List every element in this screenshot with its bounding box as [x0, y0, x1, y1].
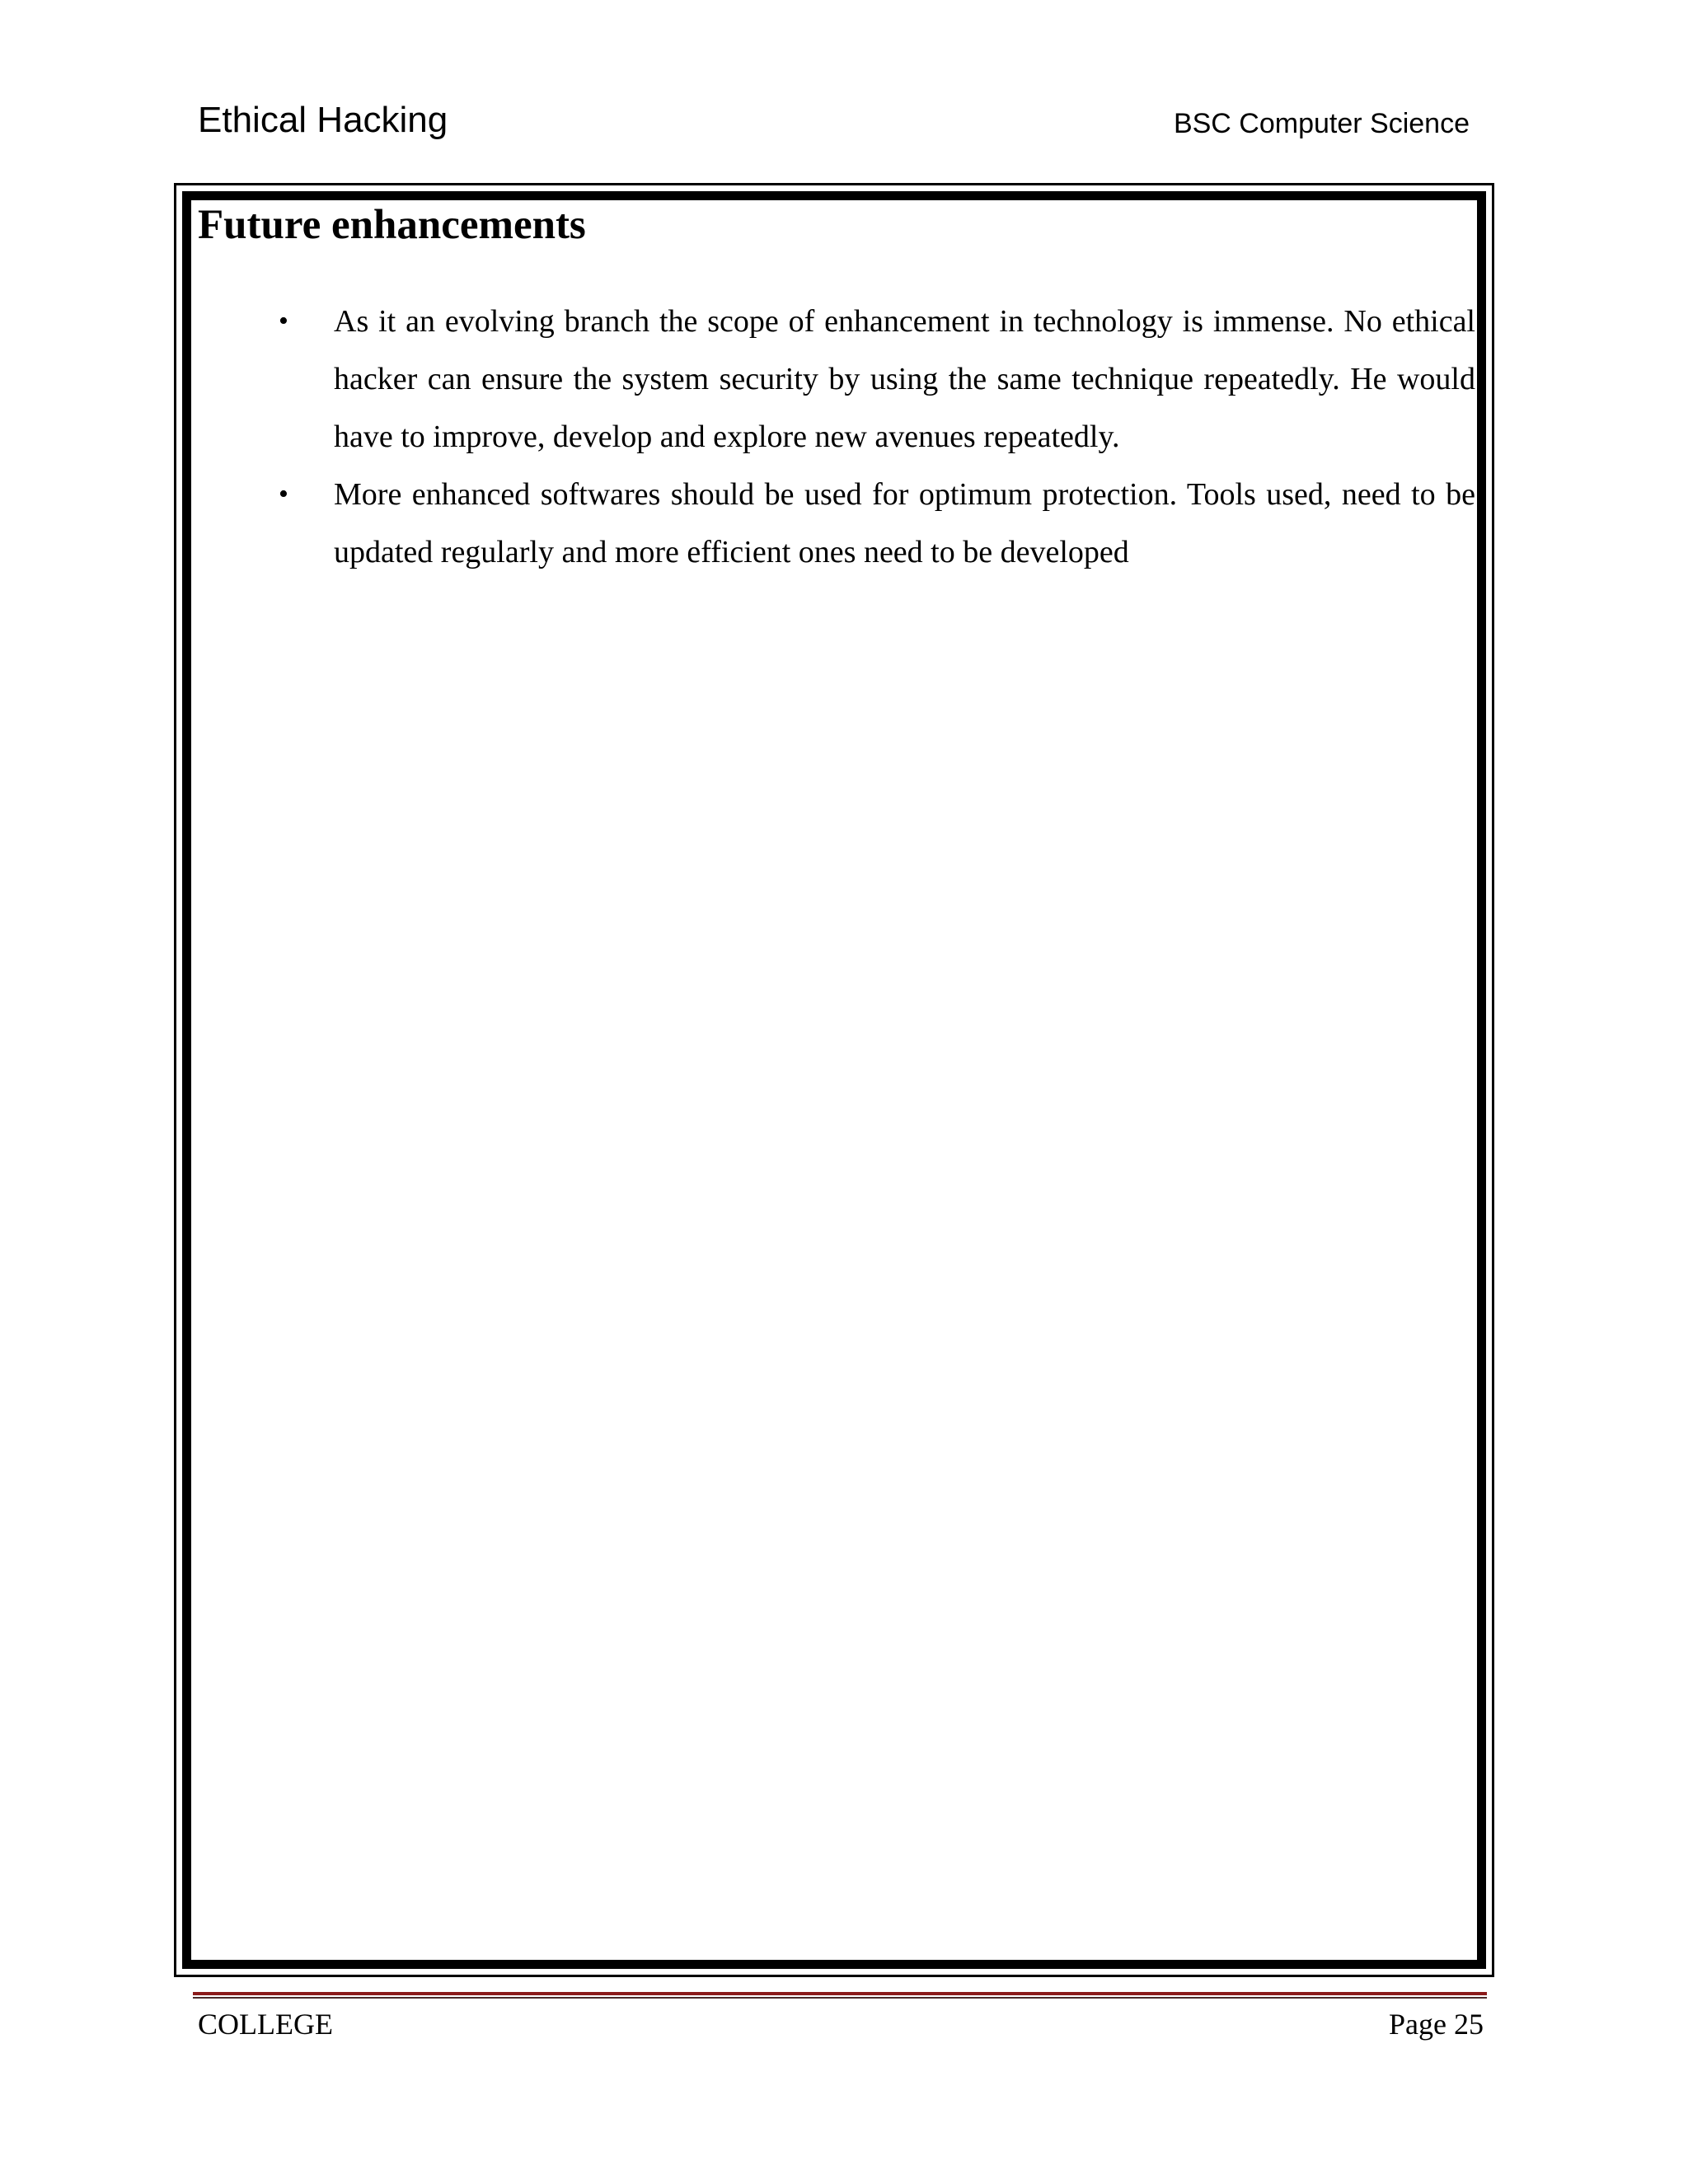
header-course-name: BSC Computer Science — [1173, 108, 1470, 139]
list-item — [198, 293, 1475, 466]
footer-institution: COLLEGE — [198, 2008, 333, 2041]
footer-divider-shadow — [193, 1997, 1487, 1999]
bullet-list — [198, 293, 1475, 581]
list-item-text: More enhanced softwares should be used for optimum protection. Tools used, need to be updated regularly and more efficient ones need to be developed — [334, 477, 1475, 569]
list-item-text: As it an evolving branch the scope of enhancement in technology is immense. No ethical hacker can ensure the system security by using the same technique repeatedly. He would have to improve, develop and explore new avenues repeatedly. — [334, 304, 1475, 454]
footer-divider — [193, 1992, 1487, 1995]
bullet-icon: • — [279, 479, 288, 509]
bullet-icon: • — [279, 306, 288, 336]
header-document-title: Ethical Hacking — [198, 100, 448, 140]
page-number: Page 25 — [1389, 2008, 1484, 2041]
list-item — [198, 466, 1475, 581]
page-title: Future enhancements — [198, 202, 586, 248]
